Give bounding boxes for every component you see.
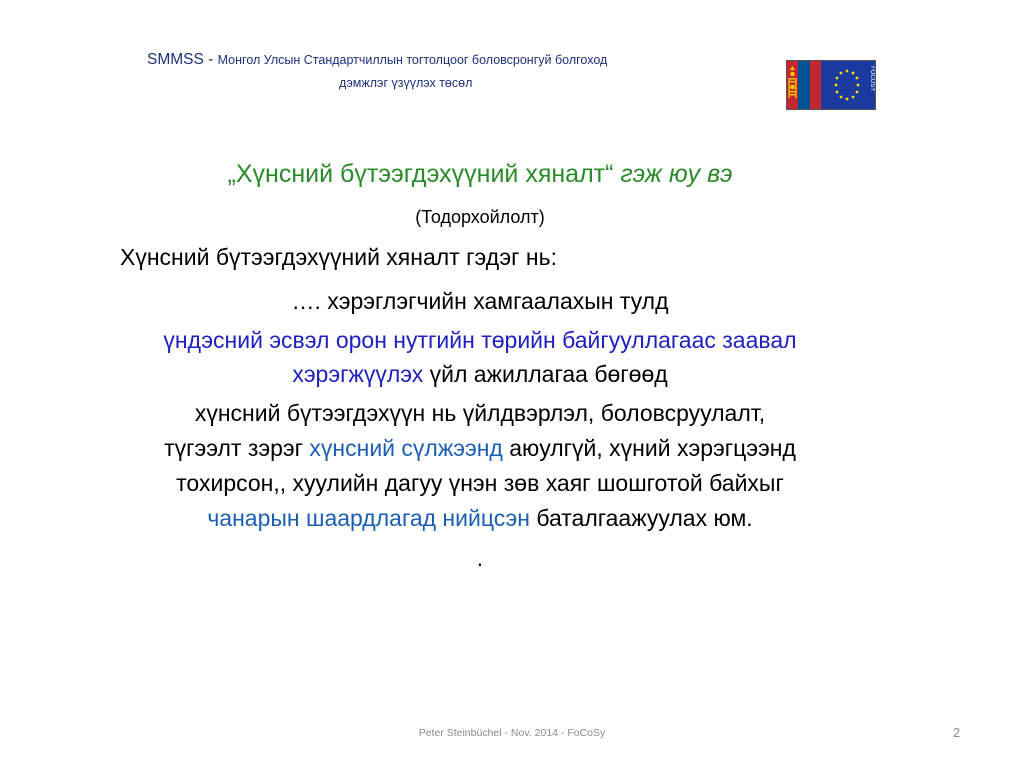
- body-line-4-highlight: хэрэгжүүлэх: [292, 361, 424, 387]
- body-line-8-highlight: чанарын шаардлагад нийцсэн: [207, 505, 530, 531]
- body-line-1: Хүнсний бүтээгдэхүүний хяналт гэдэг нь:: [120, 244, 557, 270]
- body-line-8-rest: баталгаажуулах юм.: [529, 505, 753, 531]
- flags-icon: [787, 61, 876, 110]
- header-title-line2: дэмжлэг үзүүлэх төсөл: [339, 76, 473, 90]
- slide-title: [0, 160, 960, 189]
- header-title-text: Монгол Улсын Стандартчиллын тогтолцоог боловсронгуй болгоход: [217, 53, 608, 67]
- body-line-6-b: аюулгүй, хүний хэрэгцээнд: [502, 435, 796, 461]
- page-number: 2: [953, 725, 961, 740]
- body-line-2: …. хэрэглэгчийн хамгаалахын тулд: [291, 288, 669, 314]
- flags-logo: [786, 60, 876, 110]
- title-italic: гэж юу вэ: [613, 160, 733, 188]
- body-line-5: хүнсний бүтээгдэхүүн нь үйлдвэрлэл, боловсруулалт,: [194, 400, 766, 426]
- body-line-4: [0, 361, 960, 388]
- title-main: „Хүнсний бүтээгдэхүүний хяналт“: [227, 160, 614, 188]
- slide-subtitle: (Тодорхойлолт): [415, 207, 545, 227]
- body-line-6-a: түгээлт зэрэг: [164, 435, 310, 461]
- body-line-6-highlight: хүнсний сүлжээнд: [309, 435, 503, 461]
- flag-text: FOCOSY: [869, 66, 875, 92]
- body-line-4-rest: үйл ажиллагаа бөгөөд: [423, 361, 668, 387]
- header-prefix: SMMSS -: [147, 51, 218, 68]
- footer-text: Peter Steinbüchel - Nov. 2014 - FoCoSy: [418, 727, 606, 739]
- body-line-6: [0, 435, 960, 462]
- body-line-3: үндэсний эсвэл орон нутгийн төрийн байгууллагаас заавал: [163, 327, 797, 353]
- body-line-7: тохирсон,, хуулийн дагуу үнэн зөв хаяг шошготой байхыг: [176, 470, 784, 496]
- body-line-8: [0, 505, 960, 532]
- body-dot: .: [476, 545, 484, 571]
